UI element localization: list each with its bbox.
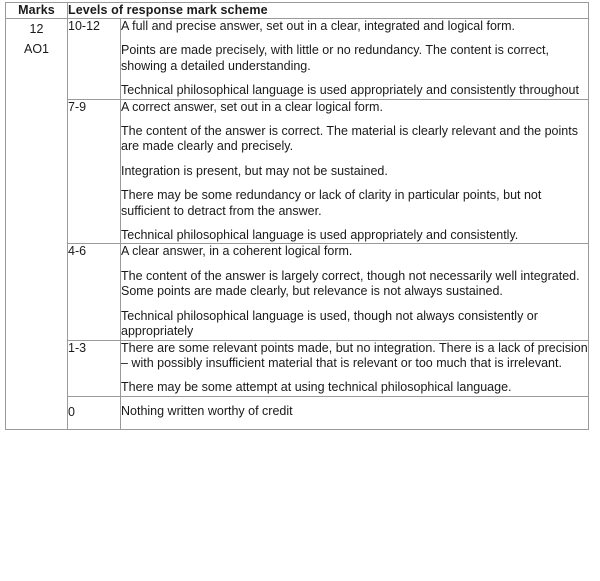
descriptor-paragraph: There may be some attempt at using technical philosophical language. bbox=[121, 380, 512, 395]
header-row bbox=[6, 3, 589, 19]
mark-band-cell: 7-9 bbox=[68, 99, 121, 244]
table-row bbox=[6, 396, 589, 429]
level-descriptor-cell bbox=[121, 340, 589, 396]
descriptor-paragraph: Technical philosophical language is used, though not always consistently or appropriately bbox=[121, 308, 538, 339]
mark-band-cell: 4-6 bbox=[68, 244, 121, 340]
descriptor-paragraph: A clear answer, in a coherent logical form. bbox=[121, 244, 353, 259]
descriptor-paragraph: There may be some redundancy or lack of clarity in particular points, but not sufficient to detract from the answer. bbox=[121, 188, 542, 218]
descriptor-paragraph: The content of the answer is largely correct, though not necessarily well integrated. Some points are made clearly, but relevance is not always sustained. bbox=[121, 268, 580, 299]
level-descriptor-cell bbox=[121, 244, 589, 340]
descriptor-paragraph: Technical philosophical language is used appropriately and consistently throughout bbox=[121, 83, 579, 98]
descriptor-paragraph: There are some relevant points made, but no integration. There is a lack of precision – with possibly insufficient material that is relevant or too much that is irrelevant. bbox=[121, 340, 588, 370]
marks-total: 12 bbox=[29, 22, 44, 36]
mark-band-cell: 1-3 bbox=[68, 340, 121, 396]
descriptor-paragraph: Nothing written worthy of credit bbox=[121, 403, 293, 418]
column-header-levels: Levels of response mark scheme bbox=[68, 3, 589, 19]
level-descriptor-cell bbox=[121, 396, 589, 429]
descriptor-paragraph: A correct answer, set out in a clear logical form. bbox=[121, 99, 383, 114]
mark-scheme-table bbox=[5, 2, 589, 430]
mark-band-cell: 10-12 bbox=[68, 19, 121, 100]
table-header bbox=[6, 3, 589, 19]
table-row bbox=[6, 99, 589, 244]
descriptor-paragraph: Points are made precisely, with little or no redundancy. The content is correct, showing a detailed understanding. bbox=[121, 43, 549, 73]
level-descriptor-cell bbox=[121, 99, 589, 244]
descriptor-paragraph: Technical philosophical language is used appropriately and consistently. bbox=[121, 228, 519, 243]
table-row bbox=[6, 244, 589, 340]
marks-cell bbox=[6, 19, 68, 430]
level-descriptor-cell bbox=[121, 19, 589, 100]
descriptor-paragraph: Integration is present, but may not be sustained. bbox=[121, 163, 388, 178]
table-body bbox=[6, 19, 589, 430]
descriptor-paragraph: The content of the answer is correct. The material is clearly relevant and the points are made clearly and precisely. bbox=[121, 124, 578, 154]
mark-band-cell: 0 bbox=[68, 396, 121, 429]
descriptor-paragraph: A full and precise answer, set out in a clear, integrated and logical form. bbox=[121, 19, 515, 33]
table-row bbox=[6, 340, 589, 396]
column-header-marks: Marks bbox=[6, 3, 68, 19]
assessment-objective-label: AO1 bbox=[23, 42, 49, 56]
table-row bbox=[6, 19, 589, 100]
